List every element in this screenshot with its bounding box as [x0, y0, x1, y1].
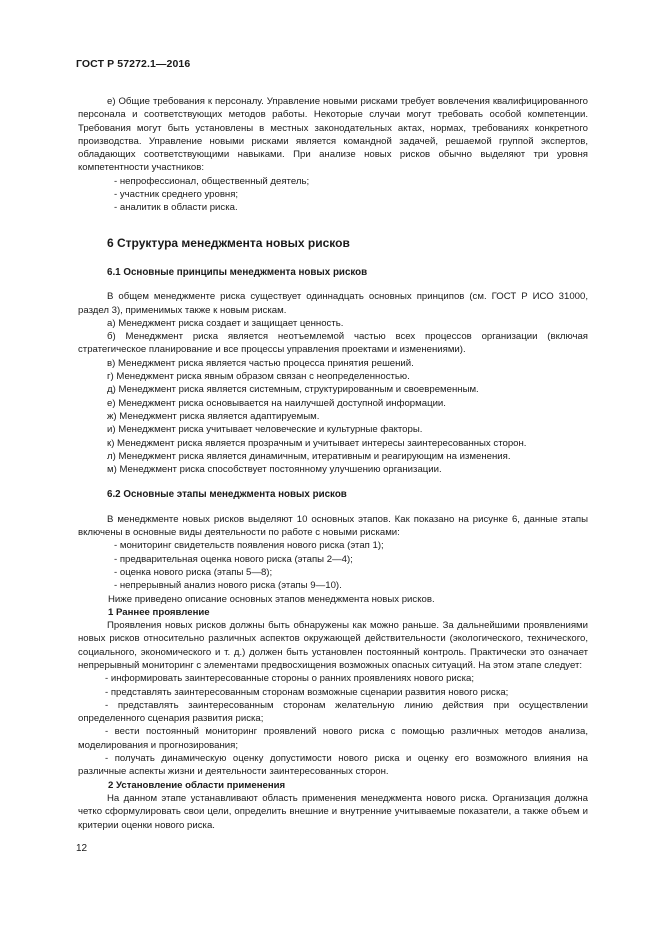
- section-6-1-heading: 6.1 Основные принципы менеджмента новых рисков: [107, 266, 368, 278]
- list-item: - непрофессионал, общественный деятель;: [114, 175, 310, 187]
- principle-item: г) Менеджмент риска явным образом связан с неопределенностью.: [107, 371, 410, 383]
- principle-item: а) Менеджмент риска создает и защищает ценность.: [107, 317, 344, 329]
- stages-intro: Ниже приведено описание основных этапов менеджмента новых рисков.: [108, 593, 435, 605]
- step-1-item: - представлять заинтересованным сторонам желательную линию действия при осуществлении определенного сценария развития риска;: [78, 699, 588, 725]
- step-1-item: - получать динамическую оценку допустимости нового риска и оценку его возможного влияния на различные аспекты жизни и деятельности заинтересованных сторон.: [78, 753, 588, 778]
- page-header: ГОСТ Р 57272.1—2016: [76, 58, 191, 70]
- list-item: - аналитик в области риска.: [114, 202, 238, 214]
- principle-item: и) Менеджмент риска учитывает человеческие и культурные факторы.: [107, 424, 423, 436]
- step-1-heading: 1 Раннее проявление: [108, 606, 210, 618]
- section-6-2-heading: 6.2 Основные этапы менеджмента новых рисков: [107, 489, 347, 501]
- principle-item: к) Менеджмент риска является прозрачным и учитывает интересы заинтересованных сторон.: [107, 437, 527, 449]
- principle-item: л) Менеджмент риска является динамичным, итеративным и реагирующим на изменения.: [107, 450, 511, 462]
- step-2-heading: 2 Установление области применения: [108, 779, 286, 791]
- activity-item: - предварительная оценка нового риска (этапы 2—4);: [114, 553, 353, 565]
- principle-item: в) Менеджмент риска является частью процесса принятия решений.: [107, 357, 414, 369]
- activity-item: - мониторинг свидетельств появления нового риска (этап 1);: [114, 540, 384, 552]
- step-1-item: - представлять заинтересованным сторонам возможные сценарии развития нового риска;: [105, 686, 509, 698]
- principle-item: д) Менеджмент риска является системным, структурированным и своевременным.: [107, 384, 479, 396]
- section-6-2-lead: В менеджменте новых рисков выделяют 10 основных этапов. Как показано на рисунке 6, данные этапы включены в основные виды деятельности по работе с новыми рисками:: [78, 513, 588, 539]
- step-2-text: На данном этапе устанавливают область применения менеджмента нового риска. Организация должна четко сформулировать свои цели, определить внешние и внутренние учитываемые показатели, а также объем и критерии оценки нового риска.: [78, 792, 588, 831]
- paragraph-e: е) Общие требования к персоналу. Управление новыми рисками требует вовлечения квалифицированного персонала и соответствующих методов работы. Некоторые случаи могут требовать особой компетенции. Требования могут быть установлены в местных законодательных актах, нормах, требованиях конкретного производства. Управление новыми рисками является командной задачей, решаемой группой экспертов, обладающих соответствующими навыками. При анализе новых рисков обычно выделяют три уровня компетентности участников:: [78, 96, 588, 174]
- page-number: 12: [76, 843, 88, 854]
- step-1-item: - информировать заинтересованные стороны о ранних проявлениях нового риска;: [105, 673, 474, 685]
- principle-item: б) Менеджмент риска является неотъемлемой частью всех процессов организации (включая стратегическое планирование и все процессы управления проектами и изменениями).: [78, 331, 588, 356]
- step-1-text: Проявления новых рисков должны быть обнаружены как можно раньше. За дальнейшими проявлениями новых рисков относительно различных аспектов окружающей действительности (экологического, технического, социального, экономического и т. д.) должен быть установлен постоянный контроль. Практически это означает непрерывный мониторинг с элементами предвосхищения возможных опасных ситуаций. На этом этапе следует:: [78, 620, 588, 671]
- section-6-heading: 6 Структура менеджмента новых рисков: [107, 235, 350, 250]
- principle-item: ж) Менеджмент риска является адаптируемым.: [107, 410, 320, 422]
- principle-item: м) Менеджмент риска способствует постоянному улучшению организации.: [107, 464, 442, 476]
- list-item: - участник среднего уровня;: [114, 189, 239, 201]
- principle-item: е) Менеджмент риска основывается на наилучшей доступной информации.: [107, 397, 446, 409]
- step-1-item: - вести постоянный мониторинг проявлений нового риска с помощью различных методов анализа, моделирования и прогнозирования;: [78, 726, 588, 751]
- activity-item: - оценка нового риска (этапы 5—8);: [114, 566, 273, 578]
- section-6-1-lead: В общем менеджменте риска существует одиннадцать основных принципов (см. ГОСТ Р ИСО 31000, раздел 3), применимых также к новым рискам.: [78, 291, 588, 316]
- activity-item: - непрерывный анализ нового риска (этапы 9—10).: [114, 580, 342, 592]
- page-content: [78, 95, 588, 832]
